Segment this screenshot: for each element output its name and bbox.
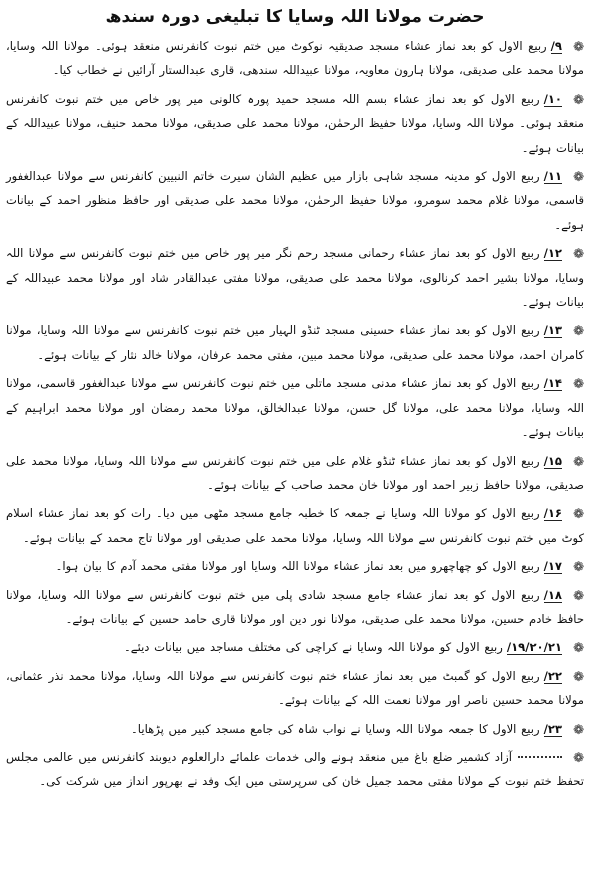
document-title: حضرت مولانا اللہ وسایا کا تبلیغی دورہ سندھ bbox=[105, 7, 485, 27]
entry-item bbox=[6, 241, 584, 314]
flower-bullet-icon: ❁ bbox=[573, 247, 584, 263]
flower-bullet-icon: ❁ bbox=[573, 40, 584, 55]
entry-item bbox=[6, 745, 584, 794]
flower-bullet-icon: ❁ bbox=[573, 588, 584, 604]
entry-text: ربیع الاول کو بعد نماز عشاء ٹنڈو غلام علی میں ختم نبوت کانفرنس سے مولانا اللہ وسایا، مولانا محمد علی صدیقی، مولانا حافظ زبیر احمد اور مولانا خان محمد صاحب کے بیانات ہوئے۔ bbox=[6, 453, 584, 492]
entry-date: ۱۹/۲۰/۲۱/ bbox=[506, 640, 562, 655]
entry-item bbox=[6, 635, 584, 659]
entry-text: ربیع الاول کو گمبٹ میں بعد نماز عشاء ختم نبوت کانفرنس سے مولانا اللہ وسایا، مولانا محمد نذر عثمانی، مولانا محمد حسین ناصر اور مولانا نعمت اللہ کے بیانات ہوئے۔ bbox=[6, 668, 584, 708]
entry-date: ۱۶/ bbox=[543, 506, 562, 521]
entry-text: ربیع الاول کو بعد نماز عشاء مسجد صدیقیہ نوکوٹ میں ختم نبوت کانفرنس منعقد ہوئی۔ مولانا اللہ وسایا، مولانا محمد علی صدیقی، مولانا ہارون معاویہ، مولانا عبیداللہ سندھی، قاری عبدالستار آرائیں نے خطاب کیا۔ bbox=[6, 39, 584, 78]
entry-text: ربیع الاول کو بعد نماز عشاء رحمانی مسجد رحم نگر میر پور خاص میں ختم نبوت کانفرنس سے مولانا اللہ وسایا، مولانا بشیر احمد کرنالوی، مولانا محمد علی صدیقی، مولانا مفتی عبدالقادر شاد اور مولانا محمد عبیداللہ کے بیانات ہوئے۔ bbox=[6, 246, 584, 310]
entry-item bbox=[6, 87, 584, 160]
entry-text: ربیع الاول کو مولانا اللہ وسایا نے جمعہ کا خطبہ جامع مسجد مٹھی میں دیا۔ رات کو بعد نماز عشاء اسلام کوٹ میں ختم نبوت کانفرنس سے مولانا اللہ وسایا، مولانا محمد علی صدیقی اور مولانا تاج محمد کے بیانات ہوئے۔ bbox=[6, 506, 584, 545]
entry-item bbox=[6, 371, 584, 444]
entry-text: ربیع الاول کو بعد نماز عشاء بسم اللہ مسجد حمید پورہ کالونی میر پور خاص میں ختم نبوت کانفرنس منعقد ہوئی۔ مولانا اللہ وسایا، مولانا حفیظ الرحمٰن، مولانا محمد علی صدیقی، مولانا محمد حنیف، مولانا عبیداللہ کے بیانات ہوئے۔ bbox=[6, 91, 584, 155]
flower-bullet-icon: ❁ bbox=[573, 560, 584, 576]
document-page bbox=[6, 4, 584, 870]
entry-date: ۱۲/ bbox=[543, 246, 562, 261]
entry-text: ربیع الاول کو بعد نماز عشاء حسینی مسجد ٹنڈو الہیار میں ختم نبوت کانفرنس سے مولانا اللہ وسایا، مولانا کامران احمد، مولانا محمد علی صدیقی، مولانا محمد مبین، مفتی محمد عرفان، مولانا خالد نثار کے بیانات ہوئے۔ bbox=[6, 323, 584, 362]
entry-item bbox=[6, 664, 584, 713]
flower-bullet-icon: ❁ bbox=[573, 92, 584, 108]
flower-bullet-icon: ❁ bbox=[573, 170, 584, 186]
entry-item bbox=[6, 583, 584, 632]
entry-text: ربیع الاول کو بعد نماز عشاء مدنی مسجد ماتلی میں ختم نبوت کانفرنس سے مولانا عبدالغفور قاسمی، مولانا اللہ وسایا، مولانا محمد علی، مولانا گل حسن، مولانا عبدالخالق، مولانا محمد رمضان اور مولانا محمد ابراہیم کے بیانات ہوئے۔ bbox=[6, 376, 584, 440]
flower-bullet-icon: ❁ bbox=[573, 669, 584, 685]
entry-date: ۱۷/ bbox=[543, 559, 562, 574]
entry-date: ۱۴/ bbox=[543, 376, 562, 391]
entry-date: ۱۵/ bbox=[543, 453, 562, 468]
entry-date: ۲۳/ bbox=[543, 721, 562, 736]
entry-item bbox=[6, 717, 584, 741]
entry-item bbox=[6, 34, 584, 83]
entry-text: ربیع الاول کو مولانا اللہ وسایا نے کراچی کی مختلف مساجد میں بیانات دیئے۔ bbox=[124, 640, 503, 655]
entry-text: آزاد کشمیر ضلع باغ میں منعقد ہونے والی خدمات علمائے دارالعلوم دیوبند کانفرنس میں عالمی مجلس تحفظ ختم نبوت کے مولانا مفتی محمد جمیل خان کی سرپرستی میں ایک وفد نے بھرپور انداز میں شرکت کی۔ bbox=[6, 749, 584, 789]
entry-item bbox=[6, 554, 584, 578]
entry-date: ۱۰/ bbox=[543, 91, 562, 106]
entry-item bbox=[6, 501, 584, 550]
dotted-leader bbox=[518, 748, 562, 758]
flower-bullet-icon: ❁ bbox=[573, 324, 584, 340]
entry-item bbox=[6, 318, 584, 367]
flower-bullet-icon: ❁ bbox=[573, 377, 584, 393]
entry-text: ربیع الاول کو مدینہ مسجد شاہی بازار میں عظیم الشان سیرت خاتم النبیین کانفرنس سے مولانا عبدالغفور قاسمی، مولانا غلام محمد سومرو، مولانا حفیظ الرحمٰن، مولانا محمد علی صدیقی اور حافظ منظور احمد کے بیانات ہوئے۔ bbox=[6, 169, 584, 232]
entry-item bbox=[6, 164, 584, 237]
flower-bullet-icon: ❁ bbox=[573, 454, 584, 470]
flower-bullet-icon: ❁ bbox=[573, 722, 584, 738]
entry-text: ربیع الاول کو چھاچھرو میں بعد نماز عشاء مولانا اللہ وسایا اور مولانا مفتی محمد آدم کا بیان ہوا۔ bbox=[55, 559, 540, 574]
entry-text: ربیع الاول کو بعد نماز عشاء جامع مسجد شادی پلی میں ختم نبوت کانفرنس سے مولانا اللہ وسایا، مولانا حافظ خادم حسین، مولانا محمد علی صدیقی، مولانا نور دین اور مولانا قاری حامد حسین کے بیانات ہوئے۔ bbox=[6, 587, 584, 626]
entry-date: ۲۲/ bbox=[543, 668, 562, 683]
entry-date: ۱۸/ bbox=[543, 587, 562, 602]
entry-date: ۹/ bbox=[550, 39, 562, 53]
entry-date: ۱۱/ bbox=[543, 169, 562, 184]
flower-bullet-icon: ❁ bbox=[573, 750, 584, 766]
entry-date: ۱۳/ bbox=[543, 323, 562, 338]
entry-list bbox=[6, 34, 584, 794]
entry-item bbox=[6, 449, 584, 498]
flower-bullet-icon: ❁ bbox=[573, 641, 584, 657]
flower-bullet-icon: ❁ bbox=[573, 507, 584, 523]
entry-text: ربیع الاول کا جمعہ مولانا اللہ وسایا نے نواب شاہ کی جامع مسجد کبیر میں پڑھایا۔ bbox=[131, 721, 540, 736]
